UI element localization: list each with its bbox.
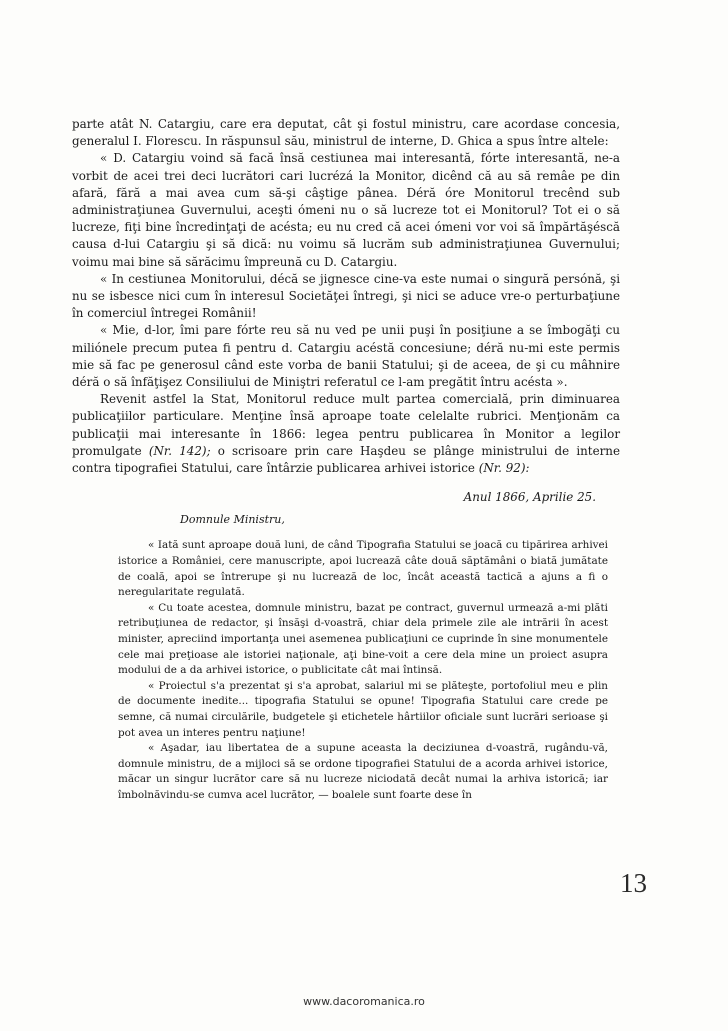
paragraph-3: « In cestiunea Monitorului, décă se jignesce cine-va este numai o singură persónă, şi nu se isbesce nici cum în interesul Societăţei întregi, şi nici se aduce vre-o perturbaţiune în comerciul întregei Românii! [72, 271, 620, 321]
paragraph-5-text-b: o scrisoare prin care Haşdeu se plânge ministrului de interne contra tipografiei Statului, care întârzie publicarea arhivei istorice [72, 443, 620, 476]
letter-body [118, 538, 608, 803]
paragraph-2: « D. Catargiu voind să facă însă cestiunea mai interesantă, fórte interesantă, ne-a vorbit de acei trei deci lucrători cari lucrézá la Monitor, dicênd că au să remâe pe din afară, fără a mai avea cum să-şi câştige pânea. Déră óre Monitorul trecênd sub administraţiunea Guvernului, aceşti ómeni nu o să lucreze tot ei Monitorul? Tot ei o să lucreze, fiţi bine încredinţaţi de acésta; eu nu cred că acei ómeni vor voi să împărtăşéscă causa d-lui Catargiu şi să dică: nu voimu să lucrăm sub administraţiunea Guvernului; voimu mai bine să sărăcimu împreună cu D. Catargiu. [72, 151, 620, 269]
page-number: 13 [620, 868, 647, 898]
paragraph-5 [72, 391, 620, 477]
letter-paragraph-1: « Iată sunt aproape două luni, de când Tipografia Statului se joacă cu tipărirea arhivei istorice a României, cere manuscripte, apoi lucrează câte două săptămâni o biată jumătate de coală, apoi se întrerupe şi nu lucrează de loc, încât această tactică a ajuns a fi o neregularitate regulată. [118, 539, 608, 599]
paragraph-5-text-a: Revenit astfel la Stat, Monitorul reduce mult partea comercială, prin diminuarea publicaţiilor particulare. Menţine însă aproape toate celelalte rubrici. Menţionăm ca publicaţii mai interesante în 1866: legea pentru publicarea în Monitor a legilor promulgate [72, 392, 620, 458]
letter-salutation: Domnule Ministru, [180, 513, 285, 527]
reference-nr-142: (Nr. 142); [148, 443, 211, 458]
letter-paragraph-2: « Cu toate acestea, domnule ministru, bazat pe contract, guvernul urmează a-mi plăti retribuţiunea de redactor, şi însăşi d-voastră, chiar dela primele zile ale intrării în acest minister, apreciind importanţa unei asemenea publicaţiuni ce cuprinde în sine monumentele cele mai preţioase ale istoriei naţionale, aţi bine-voit a cere dela mine un proiect asupra modului de a da arhivei istorice, o publicitate cât mai întinsă. [118, 601, 608, 677]
letter-paragraph-4: « Aşadar, iau libertatea de a supune aceasta la deciziunea d-voastră, rugându-vă, domnule ministru, de a mijloci să se ordone tipografiei Statului de a acorda arhivei istorice, măcar un singur lucrător care să nu lucreze niciodată decât numai la arhiva istorică; iar îmbolnăvindu-se cumva acel lucrător, — boalele sunt foarte dese în [118, 742, 608, 801]
paragraph-1: parte atât N. Catargiu, care era deputat, cât şi fostul ministru, care acordase concesia, generalul I. Florescu. In răspunsul său, ministrul de interne, D. Ghica a spus între altele: [72, 117, 620, 149]
letter-paragraph-3: « Proiectul s'a prezentat şi s'a aprobat, salariul mi se plăteşte, portofoliul meu e plin de documente inedite... tipografia Statului se opune! Tipografia Statului care crede pe semne, că numai circulările, budgetele şi etichetele hârtiilor oficiale sunt lucrări serioase şi pot avea un interes pentru naţiune! [118, 679, 608, 739]
reference-nr-92: (Nr. 92): [478, 461, 530, 476]
body-text [72, 116, 620, 804]
letter-date: Anul 1866, Aprilie 25. [463, 490, 596, 505]
paragraph-4: « Mie, d-lor, îmi pare fórte reu să nu ved pe unii puşi în posiţiune a se îmbogăţi cu miliónele precum putea fi pentru d. Catargiu acéstă concesiune; déră nu-mi este permis mie să fac pe generosul când este vorba de banii Statului; şi de aceea, de şi cu mâhnire déră o să înfăţişez Consiliului de Miniştri referatul ce l-am pregătit întru acésta ». [72, 323, 620, 390]
footer-url: www.dacoromanica.ro [303, 995, 425, 1008]
